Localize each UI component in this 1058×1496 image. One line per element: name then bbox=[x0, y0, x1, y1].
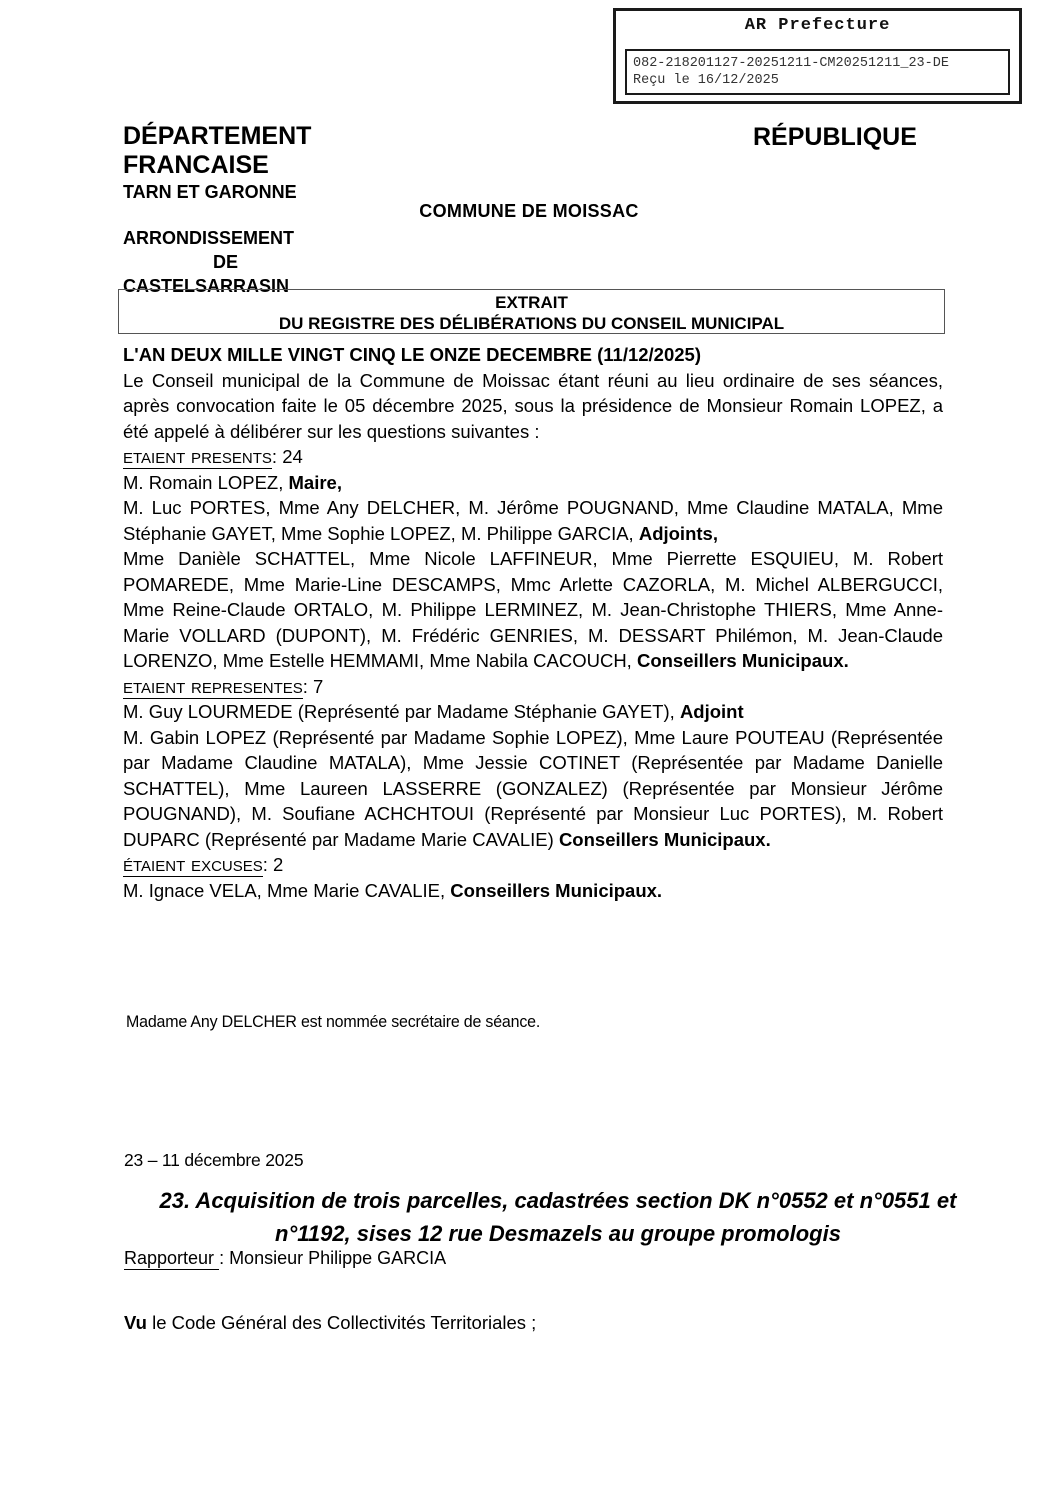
rapporteur-value: : Monsieur Philippe GARCIA bbox=[219, 1248, 447, 1268]
vu-text: le Code Général des Collectivités Territoriales ; bbox=[146, 1312, 537, 1333]
represented-heading bbox=[123, 674, 943, 700]
adjoints-names: M. Luc PORTES, Mme Any DELCHER, M. Jérôme POUGNAND, Mme Claudine MATALA, Mme Stéphanie GAYET, Mme Sophie LOPEZ, M. Philippe GARCIA, bbox=[123, 497, 943, 544]
arrondissement-name: CASTELSARRASIN bbox=[123, 276, 290, 296]
present-count: : 24 bbox=[271, 446, 303, 467]
arrondissement-de: DE bbox=[212, 252, 238, 272]
adjoints-list bbox=[123, 495, 943, 546]
commune-name: COMMUNE DE MOISSAC bbox=[419, 201, 639, 221]
represented-list bbox=[123, 725, 943, 853]
excused-list bbox=[123, 878, 943, 904]
department-name: TARN ET GARONNE bbox=[123, 182, 297, 202]
adjoints-role: Adjoints, bbox=[638, 522, 718, 544]
conseillers-names: Mme Danièle SCHATTEL, Mme Nicole LAFFINEUR, Mme Pierrette ESQUIEU, M. Robert POMAREDE, Mme Marie-Line DESCAMPS, Mmc Arlette CAZORLA, M. Michel ALBERGUCCI, Mme Reine-Claude ORTALO, M. Philippe LERMINEZ, M. Jean-Christophe THIERS, Mme Anne-Marie VOLLARD (DUPONT), M. Frédéric GENRIES, M. DESSART Philémon, M. Jean-Claude LORENZO, Mme Estelle HEMMAMI, Mme Nabila CACOUCH, bbox=[123, 548, 943, 671]
deliberation-title: 23. Acquisition de trois parcelles, cadastrées section DK n°0552 et n°0551 et n°1192, sises 12 rue Desmazels au groupe promologis bbox=[159, 1188, 957, 1246]
represented-role: Conseillers Municipaux. bbox=[558, 828, 771, 850]
ar-prefecture-stamp bbox=[613, 8, 1022, 104]
mayor-line bbox=[123, 470, 943, 496]
deliberation-date: 23 – 11 décembre 2025 bbox=[124, 1150, 304, 1170]
extrait-box bbox=[118, 289, 945, 334]
represented-names: M. Gabin LOPEZ (Représenté par Madame Sophie LOPEZ), Mme Laure POUTEAU (Représentée par Madame Claudine MATALA), Mme Jessie COTINET (Représentée par Madame Danielle SCHATTEL), Mme Laureen LASSERRE (GONZALEZ) (Représentée par Monsieur Jérôme POUGNAND), M. Soufiane ACHCHTOUI (Représenté par Monsieur Luc PORTES), M. Robert DUPARC (Représenté par Madame Marie CAVALIE) bbox=[123, 726, 943, 850]
extrait-title: EXTRAIT bbox=[495, 293, 568, 312]
arrondissement-block bbox=[123, 226, 328, 298]
conseillers-list bbox=[123, 546, 943, 674]
ar-stamp-title: AR Prefecture bbox=[744, 16, 891, 35]
vu-prefix: Vu bbox=[124, 1312, 147, 1333]
ar-stamp-reference: 082-218201127-20251211-CM20251211_23-DE bbox=[633, 56, 949, 71]
rapporteur-label: Rapporteur bbox=[124, 1248, 220, 1268]
arrondissement-label: ARRONDISSEMENT bbox=[123, 228, 295, 248]
department-block bbox=[123, 122, 383, 205]
department-label-line2: FRANCAISE bbox=[123, 151, 269, 179]
rapporteur-line bbox=[124, 1248, 446, 1269]
represented-count: : 7 bbox=[302, 675, 324, 697]
present-heading bbox=[123, 444, 943, 470]
excused-count: : 2 bbox=[262, 854, 284, 875]
conseillers-role: Conseillers Municipaux. bbox=[636, 650, 849, 671]
represented-first-line bbox=[123, 699, 943, 725]
excused-label: étaient excuses bbox=[123, 853, 263, 876]
mayor-role: Maire, bbox=[288, 471, 342, 493]
excused-role: Conseillers Municipaux. bbox=[450, 879, 663, 901]
ar-stamp-received-date: Reçu le 16/12/2025 bbox=[633, 73, 779, 88]
represented-label: etaient representes bbox=[123, 674, 303, 698]
represented-first-role: Adjoint bbox=[679, 701, 744, 722]
represented-first-name: M. Guy LOURMEDE (Représenté par Madame Stéphanie GAYET), bbox=[123, 701, 680, 722]
department-label-line1: DÉPARTEMENT bbox=[123, 122, 312, 150]
secretary-line: Madame Any DELCHER est nommée secrétaire de séance. bbox=[126, 1012, 541, 1031]
year-line: L'AN DEUX MILLE VINGT CINQ LE ONZE DECEMBRE (11/12/2025) bbox=[123, 344, 701, 365]
ar-stamp-details bbox=[625, 49, 1010, 95]
excused-names: M. Ignace VELA, Mme Marie CAVALIE, bbox=[123, 879, 451, 901]
extrait-subtitle: DU REGISTRE DES DÉLIBÉRATIONS DU CONSEIL MUNICIPAL bbox=[278, 314, 785, 333]
convocation-paragraph: Le Conseil municipal de la Commune de Moissac étant réuni au lieu ordinaire de ses séances, après convocation faite le 05 décembre 2025, sous la présidence de Monsieur Romain LOPEZ, a été appelé à délibérer sur les questions suivantes : bbox=[123, 369, 943, 442]
present-label: etaient presents bbox=[123, 445, 272, 468]
excused-heading bbox=[123, 852, 943, 878]
deliberation-preamble bbox=[123, 342, 943, 903]
vu-line bbox=[124, 1312, 536, 1334]
republique-label: RÉPUBLIQUE bbox=[753, 123, 917, 151]
mayor-name: M. Romain LOPEZ, bbox=[123, 471, 289, 493]
